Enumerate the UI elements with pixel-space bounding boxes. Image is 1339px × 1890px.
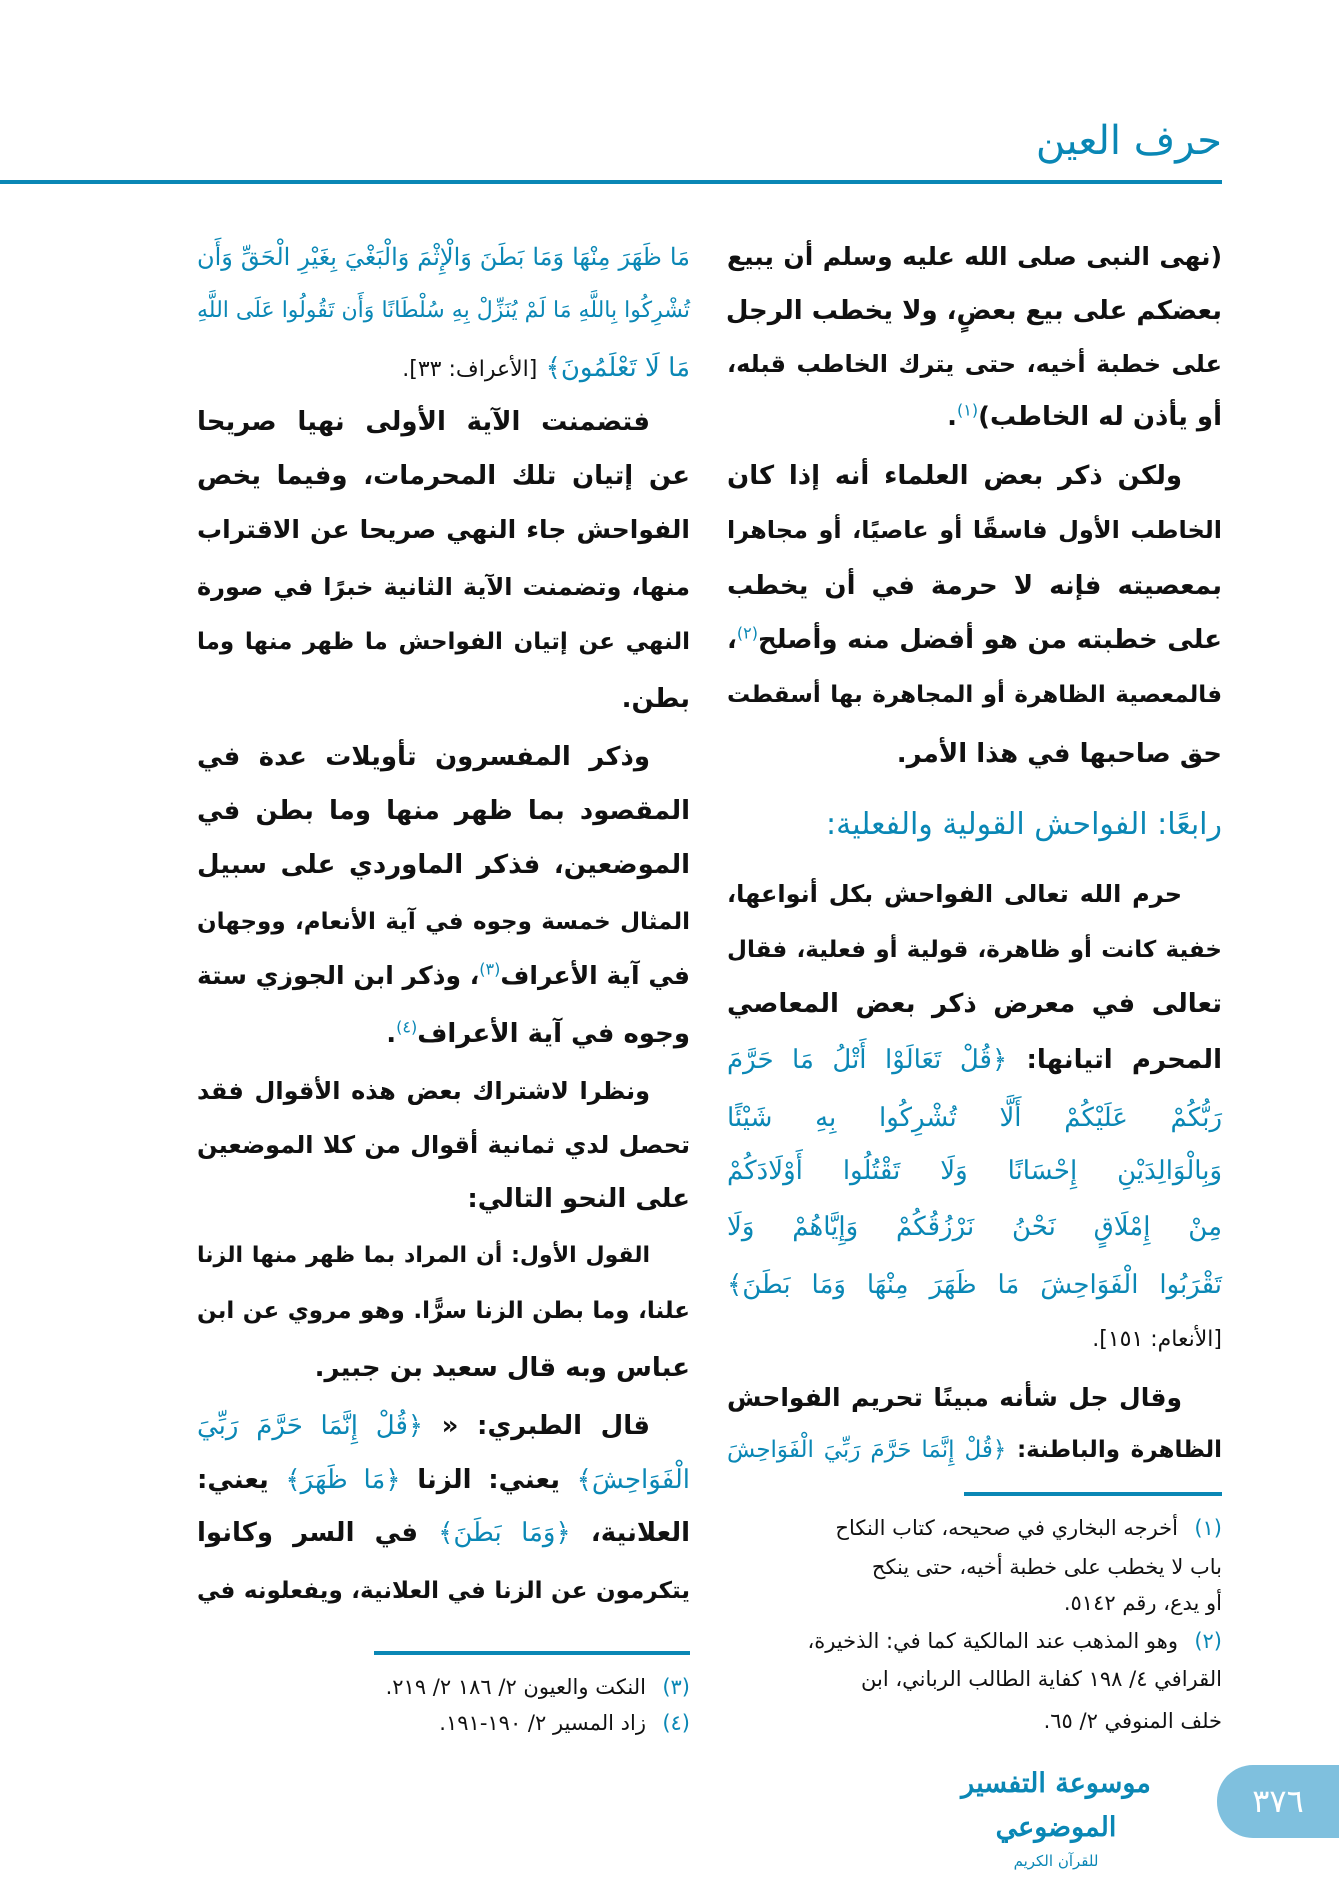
quran-verse: تَقْرَبُوا الْفَوَاحِشَ مَا ظَهَرَ مِنْهَا وَمَا بَطَنَ﴾ — [727, 1270, 1222, 1300]
section-heading — [727, 799, 1222, 851]
text-segment: أو يأذن له الخاطب) — [978, 402, 1222, 432]
text-line — [727, 231, 1222, 283]
text-segment: فتضمنت الآية الأولى نهيا صريحا — [197, 407, 650, 437]
text-segment: الفواحش جاء النهي صريحا عن الاقتراب — [197, 515, 690, 544]
footnote-line — [807, 1622, 1222, 1660]
text-segment: وذكر المفسرون تأويلات عدة في — [197, 742, 650, 772]
footnote-line — [439, 1704, 690, 1742]
text-segment: القول الأول: — [502, 1243, 650, 1268]
text-segment: في آية الأعراف — [500, 961, 690, 990]
text-line — [197, 450, 690, 502]
text-line — [197, 1008, 690, 1060]
footnote-text: أو يدع، رقم ٥١٤٢. — [1063, 1591, 1222, 1615]
text-segment: على خطبته من هو أفضل منه وأصلح — [757, 625, 1222, 655]
footnote-separator-right — [964, 1492, 1222, 1496]
text-line — [197, 1173, 690, 1225]
text-line — [197, 896, 690, 948]
text-segment: حق صاحبها في هذا الأمر. — [896, 739, 1222, 769]
logo-title: موسوعة التفسير الموضوعي — [961, 1768, 1151, 1843]
text-segment: وقال جل شأنه مبينًا تحريم الفواحش — [727, 1383, 1182, 1412]
text-line — [727, 868, 1222, 920]
text-line — [197, 839, 690, 891]
text-segment: الموضعين، فذكر الماوردي على سبيل — [197, 850, 690, 880]
footnote-line — [872, 1548, 1222, 1586]
text-line — [727, 560, 1222, 612]
encyclopedia-logo — [934, 1762, 1178, 1870]
footnote-number: (٢) — [1194, 1629, 1222, 1653]
text-line — [727, 504, 1222, 556]
text-line — [197, 1507, 690, 1559]
footnote-line — [1064, 1584, 1222, 1622]
text-line — [727, 450, 1222, 502]
text-line — [197, 731, 690, 783]
text-segment: قال الطبري: « — [423, 1411, 650, 1441]
quran-verse: وَبِالْوَالِدَيْنِ إِحْسَانًا وَلَا تَقْتُلُوا أَوْلَادَكُمْ — [727, 1156, 1222, 1186]
text-line — [197, 1454, 690, 1506]
text-line — [727, 669, 1222, 721]
quran-verse: ﴿قُلْ تَعَالَوْا أَتْلُ مَا حَرَّمَ — [727, 1045, 1008, 1075]
text-line — [727, 978, 1222, 1030]
text-line — [727, 338, 1222, 390]
text-segment: ، — [727, 625, 737, 655]
text-segment: النهي عن إتيان الفواحش ما ظهر منها وما — [197, 629, 690, 655]
text-line — [197, 1065, 690, 1117]
footnote-ref[interactable]: (٣) — [479, 959, 501, 979]
text-segment: وجوه في آية الأعراف — [417, 1019, 690, 1049]
text-segment: المحرم اتيانها: — [1007, 1045, 1222, 1075]
text-segment: حرم الله تعالى الفواحش بكل أنواعها، — [727, 880, 1182, 908]
text-segment: فالمعصية الظاهرة أو المجاهرة بها أسقطت — [727, 682, 1222, 708]
text-segment: المقصود بما ظهر منها وما بطن في — [197, 796, 690, 826]
left-column — [197, 0, 690, 1640]
footnote-text: زاد المسير ٢/ ١٩٠-١٩١. — [439, 1711, 646, 1735]
quran-verse: ﴿مَا ظَهَرَ﴾ — [285, 1465, 401, 1495]
section-title: حرف العين — [1035, 118, 1222, 164]
text-line — [727, 1201, 1222, 1253]
text-line — [197, 1119, 690, 1171]
quran-verse: مَا لَا تَعْلَمُونَ﴾ — [537, 353, 690, 383]
footnote-ref[interactable]: (٤) — [396, 1017, 418, 1037]
text-segment: بطن. — [621, 684, 690, 714]
footnote-line — [1044, 1702, 1222, 1740]
text-line — [727, 285, 1222, 337]
text-line — [197, 616, 690, 668]
text-segment: . — [386, 1019, 397, 1049]
text-line — [727, 924, 1222, 976]
right-column — [727, 0, 1222, 1480]
text-line — [197, 785, 690, 837]
text-line — [727, 1092, 1222, 1144]
text-segment: العلانية، — [570, 1518, 691, 1548]
text-line — [197, 231, 690, 283]
footnote-number: (٣) — [662, 1675, 690, 1699]
text-segment: يعني: الزنا — [400, 1465, 577, 1495]
footnote-text: أخرجه البخاري في صحيحه، كتاب النكاح — [835, 1516, 1178, 1540]
text-line — [727, 1424, 1222, 1476]
text-segment: . — [947, 402, 958, 432]
text-segment: علنا، وما بطن الزنا سرًّا. وهو مروي عن ابن — [197, 1298, 690, 1324]
footnote-text: القرافي ٤/ ١٩٨ كفاية الطالب الرباني، ابن — [861, 1667, 1222, 1691]
text-line — [727, 1034, 1222, 1086]
text-segment: بعضكم على بيع بعضٍ، ولا يخطب الرجل — [725, 296, 1222, 326]
text-segment: بمعصيته فإنه لا حرمة في أن يخطب — [727, 571, 1222, 601]
text-line — [197, 342, 690, 394]
footnote-line — [835, 1509, 1222, 1547]
footnote-line — [861, 1660, 1222, 1698]
footnote-text: باب لا يخطب على خطبة أخيه، حتى ينكح — [871, 1555, 1222, 1579]
text-segment: في السر وكانوا — [197, 1518, 439, 1548]
text-segment: تعالى في معرض ذكر بعض المعاصي — [727, 989, 1222, 1019]
quran-verse: ﴿قُلْ إِنَّمَا حَرَّمَ رَبِّيَ — [197, 1411, 424, 1441]
text-line — [197, 1342, 690, 1394]
text-line — [197, 1565, 690, 1617]
text-line — [727, 1372, 1222, 1424]
text-segment: أن المراد بما ظهر منها الزنا — [197, 1243, 503, 1268]
footnote-ref[interactable]: (٢) — [736, 623, 758, 643]
quran-verse: رَبُّكُمْ عَلَيْكُمْ أَلَّا تُشْرِكُوا بِهِ شَيْئًا — [727, 1103, 1222, 1133]
text-line — [727, 614, 1222, 666]
text-line — [197, 950, 690, 1002]
text-line — [197, 673, 690, 725]
footnote-text: خلف المنوفي ٢/ ٦٥. — [1043, 1709, 1222, 1733]
text-segment: منها، وتضمنت الآية الثانية خبرًا في صورة — [197, 573, 690, 601]
text-segment: رابعًا: الفواحش القولية والفعلية: — [826, 807, 1222, 842]
text-line — [727, 391, 1222, 443]
text-line — [727, 728, 1222, 780]
logo-subtitle: للقرآن الكريم — [1013, 1852, 1099, 1870]
text-line — [197, 1400, 690, 1452]
footnote-separator-left — [374, 1651, 690, 1655]
verse-reference: [الأنعام: ١٥١]. — [1092, 1327, 1222, 1352]
footnote-line — [386, 1668, 690, 1706]
text-line — [197, 1285, 690, 1337]
footnote-text: وهو المذهب عند المالكية كما في: الذخيرة، — [807, 1629, 1178, 1653]
quran-verse: ﴿قُلْ إِنَّمَا حَرَّمَ رَبِّيَ الْفَوَاحِشَ — [727, 1437, 1007, 1463]
footnote-number: (٤) — [662, 1711, 690, 1735]
footnote-number: (١) — [1194, 1516, 1222, 1540]
text-segment: خفية كانت أو ظاهرة، قولية أو فعلية، فقال — [727, 937, 1222, 963]
text-segment: يتكرمون عن الزنا في العلانية، ويفعلونه في — [197, 1578, 690, 1604]
quran-verse: تُشْرِكُوا بِاللَّهِ مَا لَمْ يُنَزِّلْ بِهِ سُلْطَانًا وَأَن تَقُولُوا عَلَى اللَّهِ — [197, 298, 690, 323]
text-line — [727, 1145, 1222, 1197]
text-segment: يعني: — [197, 1465, 286, 1495]
text-segment: عن إتيان تلك المحرمات، وفيما يخص — [197, 461, 690, 491]
text-line — [197, 504, 690, 556]
text-segment: على النحو التالي: — [467, 1184, 690, 1214]
text-line — [197, 396, 690, 448]
text-segment: ونظرا لاشتراك بعض هذه الأقوال فقد — [197, 1077, 650, 1105]
text-segment: ولكن ذكر بعض العلماء أنه إذا كان — [727, 461, 1182, 491]
text-segment: ، وذكر ابن الجوزي ستة — [197, 961, 480, 990]
footnote-ref[interactable]: (١) — [957, 400, 979, 420]
text-segment: الخاطب الأول فاسقًا أو عاصيًا، أو مجاهرا — [727, 516, 1222, 544]
quran-verse: ﴿وَمَا بَطَنَ﴾ — [438, 1518, 571, 1548]
text-segment: المثال خمسة وجوه في آية الأنعام، ووجهان — [197, 909, 690, 935]
text-line — [727, 1312, 1222, 1364]
verse-reference: [الأعراف: ٣٣]. — [402, 357, 538, 382]
footnote-text: النكت والعيون ٢/ ١٨٦ ٢/ ٢١٩. — [385, 1675, 646, 1699]
text-line — [197, 1230, 690, 1282]
text-segment: عباس وبه قال سعيد بن جبير. — [314, 1353, 690, 1383]
text-line — [197, 561, 690, 613]
quran-verse: مَا ظَهَرَ مِنْهَا وَمَا بَطَنَ وَالْإِثْمَ وَالْبَغْيَ بِغَيْرِ الْحَقِّ وَأَن — [197, 243, 690, 271]
text-line — [197, 285, 690, 337]
page-number: ٣٧٦ — [1217, 1765, 1339, 1838]
text-line — [727, 1259, 1222, 1311]
text-segment: على خطبة أخيه، حتى يترك الخاطب قبله، — [727, 350, 1222, 378]
text-segment: الظاهرة والباطنة: — [1006, 1437, 1223, 1463]
text-segment: (نهى النبى صلى الله عليه وسلم أن يبيع — [727, 242, 1222, 271]
quran-verse: مِنْ إِمْلَاقٍ نَحْنُ نَرْزُقُكُمْ وَإِيَّاهُمْ وَلَا — [727, 1212, 1222, 1242]
quran-verse: الْفَوَاحِشَ﴾ — [576, 1465, 690, 1495]
text-segment: تحصل لدي ثمانية أقوال من كلا الموضعين — [197, 1131, 690, 1159]
